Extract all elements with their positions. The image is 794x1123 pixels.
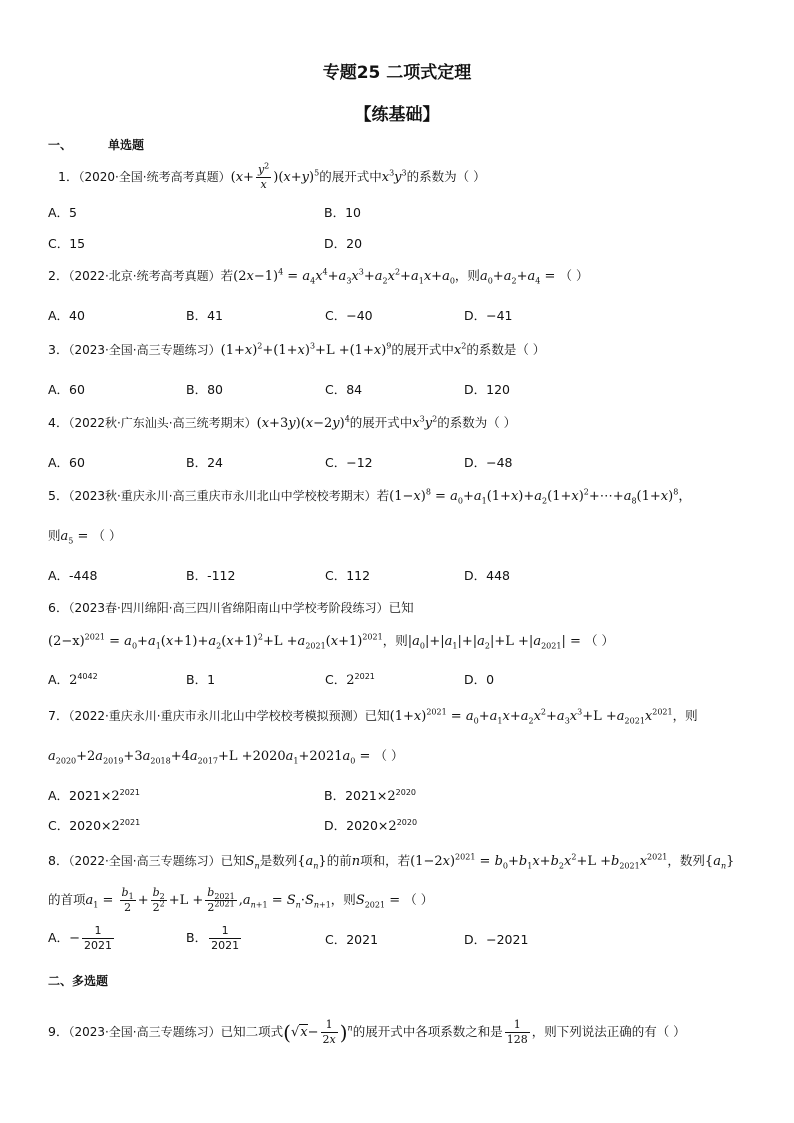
option-b[interactable]: B．41 — [186, 308, 223, 323]
option-b[interactable]: B． $\frac{1}{2021}$ — [186, 924, 240, 952]
question-8: 8．（2022·全国·高三专题练习）已知$S_n$是数列$\{a_n\}$的前n项和，若$(1-2x)^{2021} = b_0+b_1x+b_2x^2+L +b_{2021}x^{2021}$，数列$\{a_n\}$ — [48, 852, 735, 871]
question-7: 7．（2022·重庆永川·重庆市永川北山中学校校考模拟预测）已知$(1+x)^{2021} = a_0+a_1x+a_2x^2+a_3x^3+L +a_{2021}x^{2021}$，则 — [48, 707, 698, 726]
page-subtitle: 【练基础】 — [354, 105, 440, 125]
option-c[interactable]: C．−40 — [325, 308, 373, 323]
option-a[interactable]: A．40 — [48, 308, 85, 323]
option-d[interactable]: D．20 — [324, 236, 363, 251]
page-title: 专题25 二项式定理 — [322, 63, 472, 83]
option-c[interactable]: C．84 — [325, 382, 363, 397]
fraction: $\frac{y^2}{x}$ — [257, 161, 270, 191]
question-4: 4．（2022秋·广东汕头·高三统考期末）$(x+3y)(x-2y)^4$的展开式中$x^3y^2$的系数为（ ） — [48, 414, 517, 431]
fraction: $\frac{b_1}{2}$ — [121, 886, 134, 914]
option-d[interactable]: D．−41 — [464, 308, 513, 323]
question-2: 2．（2022·北京·统考高考真题）若$(2x-1)^4 = a_4x^4+a_3x^3+a_2x^2+a_1x+a_0$，则$a_0+a_2+a_4$ = （ ） — [48, 267, 589, 286]
option-d[interactable]: D．−2021 — [464, 932, 529, 947]
option-a[interactable]: A．$2^{4042}$ — [48, 671, 98, 688]
question-6: 6．（2023春·四川绵阳·高三四川省绵阳南山中学校考阶段练习）已知 — [48, 600, 414, 615]
option-d[interactable]: D．−48 — [464, 455, 513, 470]
option-c[interactable]: C．−12 — [325, 455, 373, 470]
option-c[interactable]: C．$2^{2021}$ — [325, 671, 375, 688]
option-b[interactable]: B．$2021\times 2^{2020}$ — [324, 787, 417, 804]
option-d[interactable]: D．0 — [464, 672, 495, 687]
question-8-line-2: 的首项$a_1$ = $\frac{b_1}{2}$ + $\frac{b_2}{2^2}$ +L + $\frac{b_{2021}}{2^{2021}}$ $,a_{n+1} = S_n\cdot S_{n+1}$，则$S_{2021}$ = （ ） — [48, 886, 434, 914]
option-c[interactable]: C．$2020\times 2^{2021}$ — [48, 817, 141, 834]
fraction: $\frac{1}{128}$ — [506, 1018, 528, 1046]
fraction: $\frac{b_2}{2^2}$ — [152, 886, 165, 914]
question-9: 9．（2023·全国·高三专题练习）已知二项式(√x− $\frac{1}{2x}$ )$^n$的展开式中各项系数之和是 $\frac{1}{128}$ ，则下列说法正确的有（ ） — [48, 1018, 686, 1046]
option-a[interactable]: A．5 — [48, 205, 78, 220]
option-c[interactable]: C．112 — [325, 568, 371, 583]
option-b[interactable]: B．80 — [186, 382, 223, 397]
question-5-line-2: 则$a_5$ = （ ） — [48, 528, 122, 546]
question-7-line-2: $a_{2020}+2a_{2019}+3a_{2018}+4a_{2017}+L +2020a_1+2021a_0$ = （ ） — [48, 748, 404, 766]
fraction: $\frac{b_{2021}}{2^{2021}}$ — [207, 886, 235, 914]
option-a[interactable]: A．60 — [48, 455, 85, 470]
option-a[interactable]: A．60 — [48, 382, 85, 397]
option-a[interactable]: A．-448 — [48, 568, 98, 583]
option-c[interactable]: C．15 — [48, 236, 86, 251]
section-multiple-choice: 二、多选题 — [48, 974, 109, 988]
option-c[interactable]: C．2021 — [325, 932, 379, 947]
option-d[interactable]: D．120 — [464, 382, 510, 397]
fraction: $\frac{1}{2x}$ — [322, 1018, 336, 1046]
option-d[interactable]: D．$2020\times 2^{2020}$ — [324, 817, 418, 834]
section-single-choice: 一、 单选题 — [48, 138, 145, 152]
question-6-line-2: $(2-x)^{2021} = a_0+a_1(x+1)+a_2(x+1)^2+L +a_{2021}(x+1)^{2021}$，则$|a_0|+|a_1|+|a_2|+L +|a_{2021}|$ = （ ） — [48, 632, 614, 651]
option-b[interactable]: B．1 — [186, 672, 216, 687]
option-a[interactable]: A．$2021\times 2^{2021}$ — [48, 787, 140, 804]
option-d[interactable]: D．448 — [464, 568, 510, 583]
question-5: 5．（2023秋·重庆永川·高三重庆市永川北山中学校校考期末）若$(1-x)^8$ = $a_0+a_1(1+x)+a_2(1+x)^2+\cdots+a_8(1+x)^8$， — [48, 487, 692, 506]
option-b[interactable]: B．-112 — [186, 568, 236, 583]
question-3: 3．（2023·全国·高三专题练习）$(1+x)^2+(1+x)^3+L +(1+x)^9$的展开式中$x^2$的系数是（ ） — [48, 341, 546, 358]
option-a[interactable]: A．− $\frac{1}{2021}$ — [48, 924, 112, 952]
option-b[interactable]: B．24 — [186, 455, 223, 470]
question-1: 1．（2020·全国·统考高考真题）(x+ $\frac{y^2}{x}$ )$(x+y)^5$的展开式中$x^3y^3$的系数为（ ） — [58, 161, 486, 191]
option-b[interactable]: B．10 — [324, 205, 361, 220]
